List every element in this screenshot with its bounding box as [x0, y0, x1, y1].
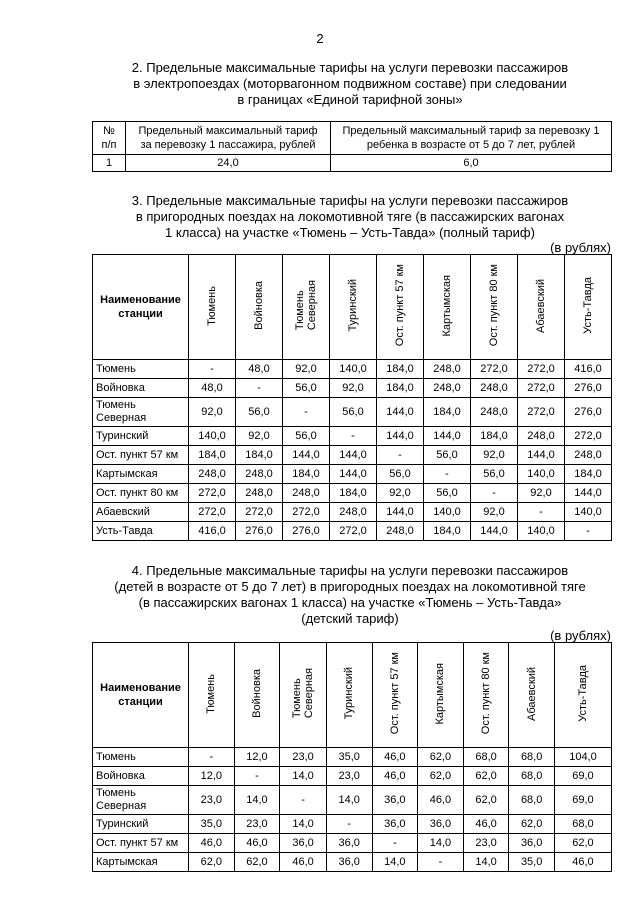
column-header-label: Абаевский	[535, 278, 547, 333]
fare-cell: 144,0	[518, 446, 565, 465]
fare-cell: -	[565, 522, 612, 541]
column-header-label: Туринский	[343, 667, 356, 720]
station-name: Картымская	[93, 853, 189, 872]
fare-cell: 48,0	[189, 379, 236, 398]
heading-line: (детей в возрасте от 5 до 7 лет) в пригородных поездах на локомотивной тяге	[114, 579, 586, 594]
fare-cell: 46,0	[418, 786, 464, 815]
fare-cell: 23,0	[234, 815, 280, 834]
fare-cell: -	[189, 748, 235, 767]
heading-line: 1 класса) на участке «Тюмень – Усть-Тавда» (полный тариф)	[165, 225, 535, 240]
fare-cell: 14,0	[372, 853, 418, 872]
fare-cell: 69,0	[554, 767, 611, 786]
fare-cell: 35,0	[326, 748, 372, 767]
fare-cell: 62,0	[554, 834, 611, 853]
column-header	[280, 643, 327, 748]
table-row	[93, 503, 612, 522]
column-header	[189, 643, 235, 748]
fare-cell: 46,0	[463, 815, 509, 834]
heading-line: (в пассажирских вагонах 1 класса) на участке «Тюмень – Усть-Тавда»	[138, 595, 562, 610]
fare-cell: 276,0	[565, 398, 612, 427]
station-name: Ост. пункт 80 км	[93, 484, 189, 503]
fare-cell: 62,0	[509, 815, 555, 834]
table-header-row	[93, 122, 612, 155]
station-name: Тюмень Северная	[93, 786, 189, 815]
fare-cell: 46,0	[372, 767, 418, 786]
column-header-label: Картымская	[434, 662, 447, 725]
fare-cell: 272,0	[283, 503, 330, 522]
fare-cell: 144,0	[471, 522, 518, 541]
fare-cell: 23,0	[189, 786, 235, 815]
fare-cell: 416,0	[565, 360, 612, 379]
station-name: Тюмень Северная	[93, 398, 189, 427]
fare-cell: 272,0	[330, 522, 377, 541]
heading-line: (детский тариф)	[301, 611, 399, 626]
fare-cell: 36,0	[326, 834, 372, 853]
single-zone-tariff-table	[92, 121, 612, 172]
table-row	[93, 484, 612, 503]
fare-cell: 248,0	[377, 522, 424, 541]
fare-cell: 272,0	[518, 379, 565, 398]
heading-line: 3. Предельные максимальные тарифы на услуги перевозки пассажиров	[131, 193, 569, 208]
fare-cell: 14,0	[326, 786, 372, 815]
fare-cell: 416,0	[189, 522, 236, 541]
column-header-label: Ост. пункт 80 км	[488, 264, 500, 347]
fare-cell: 184,0	[283, 465, 330, 484]
column-header	[236, 255, 283, 360]
fare-cell: 68,0	[509, 767, 555, 786]
fare-cell: 36,0	[372, 815, 418, 834]
fare-cell: 140,0	[330, 360, 377, 379]
column-header	[554, 643, 611, 748]
table-header-row	[93, 255, 612, 360]
heading-line: 4. Предельные максимальные тарифы на услуги перевозки пассажиров	[131, 563, 569, 578]
fare-cell: 46,0	[554, 853, 611, 872]
column-header	[234, 643, 280, 748]
fare-cell: 144,0	[330, 465, 377, 484]
fare-cell: 56,0	[283, 427, 330, 446]
fare-cell: 14,0	[463, 853, 509, 872]
fare-cell: 272,0	[471, 360, 518, 379]
fare-cell: 276,0	[565, 379, 612, 398]
station-name-header: Наименование станции	[93, 643, 189, 748]
fare-cell: 272,0	[518, 360, 565, 379]
fare-cell: -	[424, 465, 471, 484]
fare-cell: 62,0	[418, 767, 464, 786]
heading-line: в электропоездах (моторвагонном подвижном составе) при следовании	[133, 76, 567, 91]
fare-cell: 184,0	[471, 427, 518, 446]
fare-cell: 48,0	[236, 360, 283, 379]
fare-cell: 12,0	[189, 767, 235, 786]
fare-cell: 69,0	[554, 786, 611, 815]
column-header	[372, 643, 418, 748]
column-header-label: Тюмень Северная	[294, 280, 318, 331]
station-name: Войновка	[93, 379, 189, 398]
fare-cell: -	[326, 815, 372, 834]
fare-cell: 56,0	[377, 465, 424, 484]
fare-cell: 36,0	[280, 834, 327, 853]
fare-cell: 248,0	[330, 503, 377, 522]
fare-cell: 184,0	[424, 398, 471, 427]
fare-cell: 248,0	[518, 427, 565, 446]
table-row	[93, 427, 612, 446]
full-fare-table	[92, 254, 612, 541]
adult-fare: 24,0	[126, 155, 331, 172]
fare-cell: 56,0	[424, 446, 471, 465]
fare-cell: 92,0	[471, 446, 518, 465]
fare-cell: -	[283, 398, 330, 427]
fare-cell: 92,0	[330, 379, 377, 398]
fare-cell: 56,0	[236, 398, 283, 427]
fare-cell: 248,0	[471, 379, 518, 398]
fare-cell: 248,0	[471, 398, 518, 427]
fare-cell: 184,0	[330, 484, 377, 503]
fare-cell: 92,0	[283, 360, 330, 379]
fare-cell: 68,0	[554, 815, 611, 834]
unit-label: (в рублях)	[550, 628, 611, 643]
column-header	[189, 255, 236, 360]
station-name: Тюмень	[93, 360, 189, 379]
fare-cell: 68,0	[509, 748, 555, 767]
fare-cell: 272,0	[236, 503, 283, 522]
fare-cell: 12,0	[234, 748, 280, 767]
column-header-label: Ост. пункт 57 км	[394, 264, 406, 347]
column-header	[509, 643, 555, 748]
column-header-label: Тюмень	[205, 673, 218, 714]
table-row	[93, 360, 612, 379]
column-header	[418, 643, 464, 748]
column-header	[377, 255, 424, 360]
fare-cell: 56,0	[330, 398, 377, 427]
station-name-header: Наименование станции	[93, 255, 189, 360]
col-child-header: Предельный максимальный тариф за перевозку 1 ребенка в возрасте от 5 до 7 лет, рублей	[331, 122, 612, 155]
col-adult-header: Предельный максимальный тариф за перевозку 1 пассажира, рублей	[126, 122, 331, 155]
column-header-label: Ост. пункт 57 км	[388, 652, 401, 735]
section2-heading	[60, 60, 640, 108]
column-header-label: Тюмень	[206, 285, 218, 326]
col-num-header: № п/п	[93, 122, 126, 155]
fare-cell: 14,0	[418, 834, 464, 853]
fare-cell: -	[330, 427, 377, 446]
column-header-label: Тюмень Северная	[291, 668, 316, 719]
fare-cell: 140,0	[518, 465, 565, 484]
fare-cell: 104,0	[554, 748, 611, 767]
child-fare-table	[92, 642, 612, 872]
station-name: Абаевский	[93, 503, 189, 522]
fare-cell: 248,0	[424, 360, 471, 379]
unit-label: (в рублях)	[550, 240, 611, 255]
fare-cell: 56,0	[283, 379, 330, 398]
fare-cell: 272,0	[189, 503, 236, 522]
station-name: Туринский	[93, 427, 189, 446]
fare-cell: 248,0	[565, 446, 612, 465]
fare-cell: -	[418, 853, 464, 872]
fare-cell: 184,0	[189, 446, 236, 465]
fare-cell: 14,0	[280, 767, 327, 786]
heading-line: в границах «Единой тарифной зоны»	[237, 92, 463, 107]
table-row	[93, 446, 612, 465]
column-header	[424, 255, 471, 360]
fare-cell: 184,0	[236, 446, 283, 465]
column-header-label: Абаевский	[525, 666, 538, 721]
fare-cell: -	[471, 484, 518, 503]
fare-cell: 36,0	[326, 853, 372, 872]
fare-cell: 62,0	[418, 748, 464, 767]
fare-cell: 248,0	[283, 484, 330, 503]
fare-cell: 144,0	[565, 484, 612, 503]
fare-cell: 276,0	[236, 522, 283, 541]
column-header-label: Туринский	[347, 279, 359, 332]
row-num: 1	[93, 155, 126, 172]
table-row	[93, 522, 612, 541]
fare-cell: 46,0	[280, 853, 327, 872]
fare-cell: 35,0	[509, 853, 555, 872]
table-row	[93, 465, 612, 484]
fare-cell: -	[372, 834, 418, 853]
station-name: Картымская	[93, 465, 189, 484]
column-header-label: Картымская	[441, 274, 453, 337]
fare-cell: 35,0	[189, 815, 235, 834]
table-row	[93, 786, 612, 815]
table-row	[93, 398, 612, 427]
column-header	[518, 255, 565, 360]
fare-cell: 36,0	[372, 786, 418, 815]
station-name: Ост. пункт 57 км	[93, 446, 189, 465]
fare-cell: 23,0	[463, 834, 509, 853]
fare-cell: 140,0	[518, 522, 565, 541]
column-header	[330, 255, 377, 360]
fare-cell: 36,0	[418, 815, 464, 834]
fare-cell: 144,0	[424, 427, 471, 446]
fare-cell: 92,0	[189, 398, 236, 427]
fare-cell: 140,0	[424, 503, 471, 522]
column-header-label: Войновка	[253, 281, 265, 330]
station-name: Тюмень	[93, 748, 189, 767]
fare-cell: -	[189, 360, 236, 379]
fare-cell: 248,0	[424, 379, 471, 398]
fare-cell: 14,0	[280, 815, 327, 834]
column-header	[326, 643, 372, 748]
table-row	[93, 853, 612, 872]
column-header	[565, 255, 612, 360]
heading-line: в пригородных поездах на локомотивной тяге (в пассажирских вагонах	[135, 209, 565, 224]
column-header	[471, 255, 518, 360]
fare-cell: 68,0	[463, 748, 509, 767]
fare-cell: 62,0	[234, 853, 280, 872]
fare-cell: 184,0	[424, 522, 471, 541]
fare-cell: 56,0	[424, 484, 471, 503]
fare-cell: 272,0	[565, 427, 612, 446]
station-name: Туринский	[93, 815, 189, 834]
column-header-label: Усть-Тавда	[582, 277, 594, 334]
fare-cell: 62,0	[463, 786, 509, 815]
fare-cell: 14,0	[234, 786, 280, 815]
fare-cell: 56,0	[471, 465, 518, 484]
section4-heading	[60, 563, 640, 627]
fare-cell: 272,0	[518, 398, 565, 427]
fare-cell: 144,0	[377, 427, 424, 446]
fare-cell: 62,0	[463, 767, 509, 786]
child-fare: 6,0	[331, 155, 612, 172]
table-row	[93, 834, 612, 853]
fare-cell: 62,0	[189, 853, 235, 872]
page-number: 2	[316, 31, 324, 46]
fare-cell: 23,0	[326, 767, 372, 786]
column-header-label: Усть-Тавда	[576, 665, 589, 722]
fare-cell: 92,0	[471, 503, 518, 522]
fare-cell: -	[234, 767, 280, 786]
table-header-row	[93, 643, 612, 748]
station-name: Усть-Тавда	[93, 522, 189, 541]
station-name: Войновка	[93, 767, 189, 786]
heading-line: 2. Предельные максимальные тарифы на услуги перевозки пассажиров	[131, 60, 569, 75]
fare-cell: 248,0	[189, 465, 236, 484]
fare-cell: 144,0	[377, 503, 424, 522]
fare-cell: 92,0	[518, 484, 565, 503]
fare-cell: 184,0	[377, 360, 424, 379]
fare-cell: 144,0	[377, 398, 424, 427]
fare-cell: 248,0	[236, 484, 283, 503]
fare-cell: -	[518, 503, 565, 522]
table-row	[93, 748, 612, 767]
fare-cell: 46,0	[189, 834, 235, 853]
fare-cell: 140,0	[189, 427, 236, 446]
fare-cell: -	[377, 446, 424, 465]
fare-cell: -	[236, 379, 283, 398]
fare-cell: 272,0	[189, 484, 236, 503]
column-header	[463, 643, 509, 748]
column-header	[283, 255, 330, 360]
fare-cell: 144,0	[283, 446, 330, 465]
fare-cell: 144,0	[330, 446, 377, 465]
table-row	[93, 155, 612, 172]
fare-cell: 46,0	[372, 748, 418, 767]
column-header-label: Ост. пункт 80 км	[480, 652, 493, 735]
fare-cell: 36,0	[509, 834, 555, 853]
fare-cell: 184,0	[565, 465, 612, 484]
fare-cell: -	[280, 786, 327, 815]
fare-cell: 46,0	[234, 834, 280, 853]
section3-heading	[60, 193, 640, 241]
fare-cell: 140,0	[565, 503, 612, 522]
fare-cell: 184,0	[377, 379, 424, 398]
table-row	[93, 815, 612, 834]
fare-cell: 68,0	[509, 786, 555, 815]
column-header-label: Войновка	[250, 669, 263, 718]
fare-cell: 248,0	[236, 465, 283, 484]
fare-cell: 92,0	[236, 427, 283, 446]
fare-cell: 23,0	[280, 748, 327, 767]
table-row	[93, 379, 612, 398]
fare-cell: 276,0	[283, 522, 330, 541]
table-row	[93, 767, 612, 786]
station-name: Ост. пункт 57 км	[93, 834, 189, 853]
fare-cell: 92,0	[377, 484, 424, 503]
